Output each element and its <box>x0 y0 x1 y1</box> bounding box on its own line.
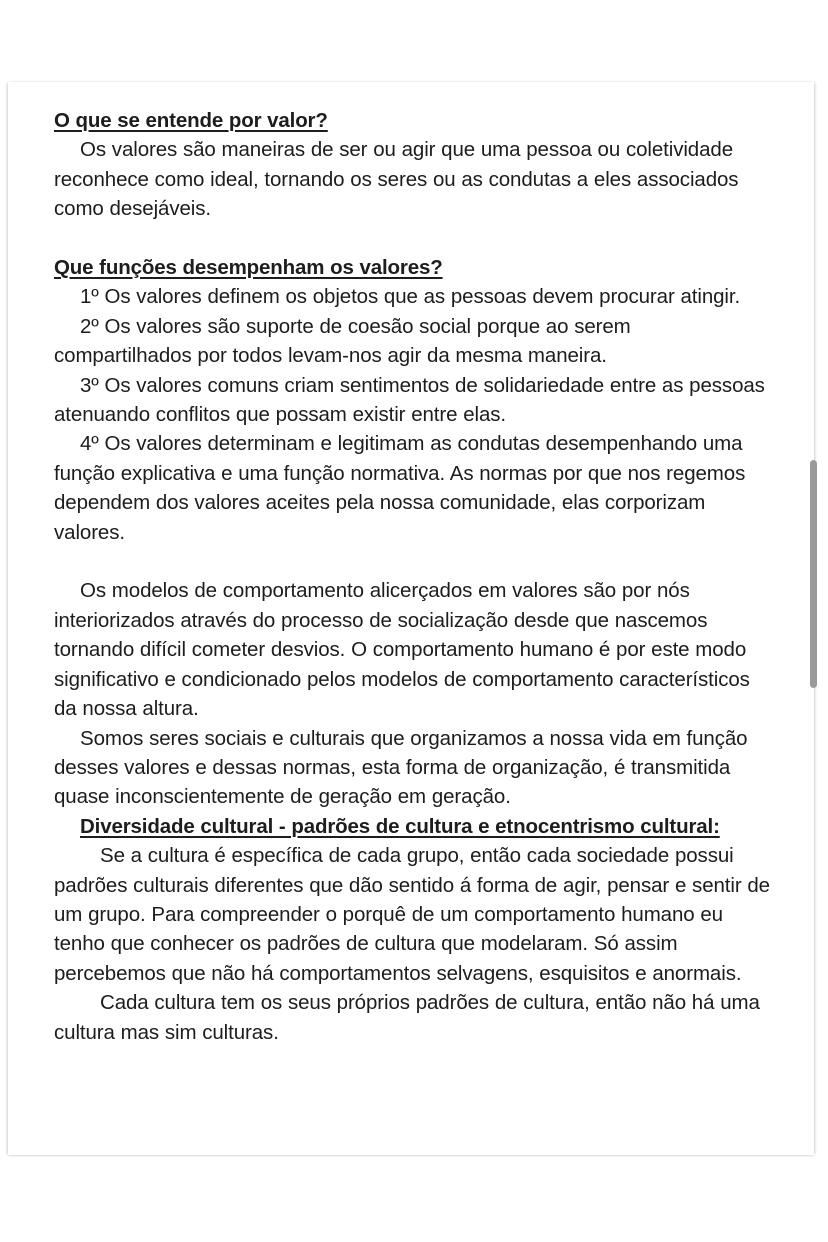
document-text-body <box>54 106 772 1047</box>
document-paragraph: 1º Os valores definem os objetos que as pessoas devem procurar atingir. <box>80 285 741 309</box>
vertical-scrollbar-track[interactable] <box>813 82 825 1155</box>
section-heading-text: O que se entende por valor? <box>54 109 328 132</box>
document-paragraph: 3º Os valores comuns criam sentimentos de solidariedade entre as pessoas atenuando conflitos que possam existir entre elas. <box>54 373 765 427</box>
document-paragraph: 4º Os valores determinam e legitimam as condutas desempenhando uma função explicativa e uma função normativa. As normas por que nos regemos dependem dos valores aceites pela nossa comunidade, elas corporizam valores. <box>54 432 746 544</box>
section-heading-text: Que funções desempenham os valores? <box>54 256 443 280</box>
section-heading <box>54 253 772 282</box>
paragraph-spacer <box>54 224 772 253</box>
document-paragraph: 2º Os valores são suporte de coesão social porque ao serem compartilhados por todos levam-nos agir da mesma maneira. <box>54 314 631 368</box>
document-paragraph: Se a cultura é específica de cada grupo, então cada sociedade possui padrões culturais diferentes que dão sentido á forma de agir, pensar e sentir de um grupo. Para compreender o porquê de um comportamento humano eu tenho que conhecer os padrões de cultura que modelaram. Só assim percebemos que não há comportamentos selvagens, esquisitos e anormais. <box>54 844 770 985</box>
section-heading <box>54 106 772 135</box>
section-heading <box>54 812 772 841</box>
document-paragraph: Somos seres sociais e culturais que organizamos a nossa vida em função desses valores e dessas normas, esta forma de organização, é transmitida quase inconscientemente de geração em geração. <box>54 726 748 809</box>
document-paragraph: Os modelos de comportamento alicerçados em valores são por nós interiorizados através do processo de socialização desde que nascemos tornando difícil cometer desvios. O comportamento humano é por este modo significativo e condicionado pelos modelos de comportamento característicos da nossa altura. <box>54 579 750 721</box>
vertical-scrollbar-thumb[interactable] <box>810 460 817 688</box>
document-paragraph: Os valores são maneiras de ser ou agir que uma pessoa ou coletividade reconhece como ideal, tornando os seres ou as condutas a eles associados como desejáveis. <box>54 138 739 221</box>
paragraph-spacer <box>54 547 772 576</box>
document-paragraph: Cada cultura tem os seus próprios padrões de cultura, então não há uma cultura mas sim culturas. <box>54 991 760 1044</box>
section-heading-text: Diversidade cultural - padrões de cultura e etnocentrismo cultural: <box>80 814 720 838</box>
document-page <box>8 82 814 1155</box>
